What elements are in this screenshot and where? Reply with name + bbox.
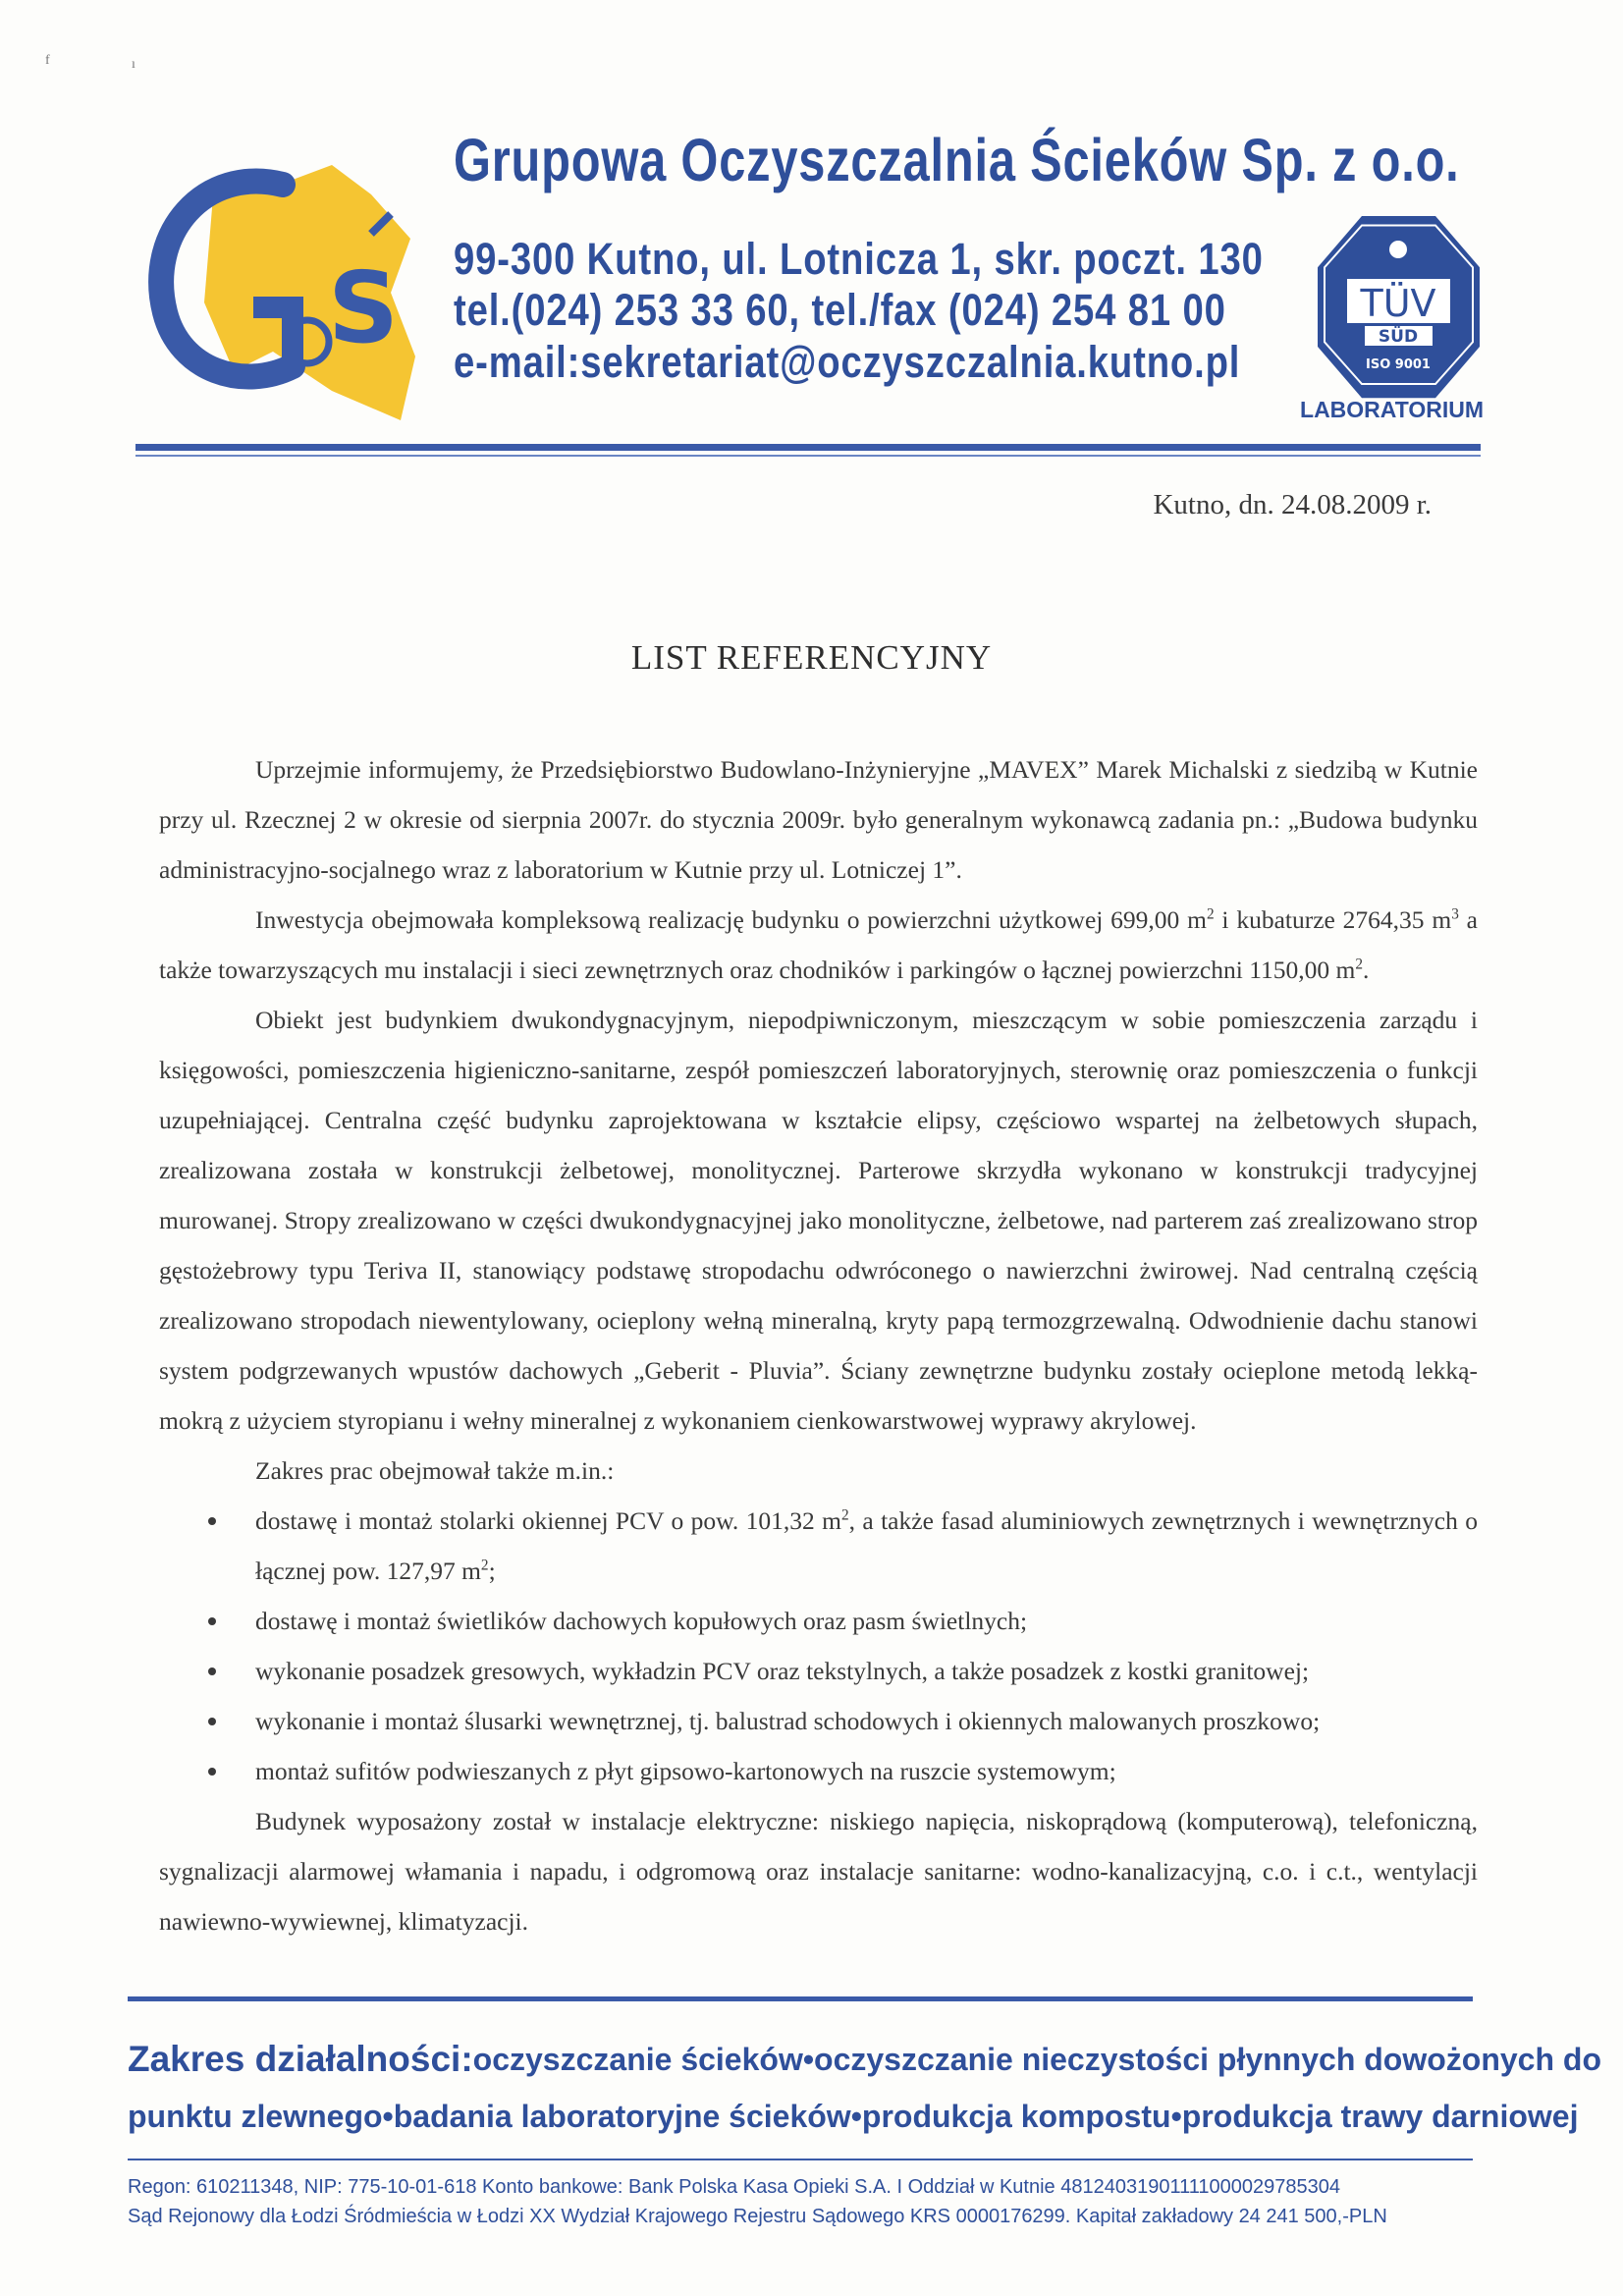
company-logo <box>145 145 430 430</box>
list-item: dostawę i montaż stolarki okiennej PCV o pow. 101,32 $m^2$, a także fasad aluminiowych zewnętrznych i wewnętrznych o łącznej pow. 127,97 $m^2$; <box>159 1496 1478 1596</box>
paragraph: Zakres prac obejmował także m.in.: <box>255 1456 615 1485</box>
scope-item: badania laboratoryjne ścieków <box>393 2099 851 2134</box>
letter-title: LIST REFERENCYJNY <box>630 638 993 677</box>
paragraph: Uprzejmie informujemy, że Przedsiębiorstwo Budowlano-Inżynieryjne „MAVEX” Marek Michalski z siedzibą w Kutnie przy ul. Rzecznej 2 w okresie od sierpnia 2007r. do stycznia 2009r. było generalnym wykonawcą zadania pn.: „Budowa budynku administracyjno-socjalnego wraz z laboratorium w Kutnie przy ul. Lotniczej 1”. <box>159 755 1478 884</box>
bullet-icon <box>208 1617 216 1625</box>
bullet-icon <box>208 1667 216 1675</box>
list-item: wykonanie posadzek gresowych, wykładzin PCV oraz tekstylnych, a także posadzek z kostki granitowej; <box>159 1646 1478 1696</box>
scope-item: oczyszczanie ścieków <box>472 2042 803 2077</box>
letter-date: Kutno, dn. 24.08.2009 r. <box>1153 489 1432 520</box>
bullet-icon <box>208 1517 216 1525</box>
paragraph: Inwestycja obejmowała kompleksową realizację budynku o powierzchni użytkowej 699,00 $m^2$ i kubaturze 2764,35 $m^3$ a także towarzyszących mu instalacji i sieci zewnętrznych oraz chodników i parkingów o łącznej powierzchni 1150,00 $m^2$. <box>159 905 1478 984</box>
bullet-icon: • <box>1170 2099 1182 2134</box>
letter-body <box>159 744 1478 1946</box>
header-divider-thin <box>135 455 1481 457</box>
company-name: Grupowa Oczyszczalnia Ścieków Sp. z o.o. <box>454 127 1460 193</box>
legal-line: Sąd Rejonowy dla Łodzi Śródmieścia w Łodzi XX Wydział Krajowego Rejestru Sądowego KRS 0000176299. Kapitał zakładowy 24 241 500,-PLN <box>128 2206 1387 2227</box>
footer-divider <box>128 1996 1473 2001</box>
svg-text:S: S <box>327 250 400 365</box>
bullet-icon: • <box>382 2099 394 2134</box>
company-phone: tel.(024) 253 33 60, tel./fax (024) 254 81 00 <box>454 285 1226 335</box>
legal-line: Regon: 610211348, NIP: 775-10-01-618 Konto bankowe: Bank Polska Kasa Opieki S.A. I Oddział w Kutnie 48124031901111000029785304 <box>128 2176 1340 2198</box>
scope-item: produkcja kompostu <box>861 2099 1171 2134</box>
paragraph: Obiekt jest budynkiem dwukondygnacyjnym, niepodpiwniczonym, mieszczącym w sobie pomieszczenia zarządu i księgowości, pomieszczenia higieniczno-sanitarne, zespół pomieszczeń laboratoryjnych, sterownię oraz pomieszczenia o funkcji uzupełniającej. Centralna część budynku zaprojektowana w kształcie elipsy, częściowo wspartej na żelbetowych słupach, zrealizowana została w konstrukcji żelbetowej, monolitycznej. Parterowe skrzydła wykonano w konstrukcji tradycyjnej murowanej. Stropy zrealizowano w części dwukondygnacyjnej jako monolityczne, żelbetowe, nad parterem zaś zrealizowano strop gęstożebrowy typu Teriva II, stanowiący podstawę stropodachu odwróconego o nawierzchni żwirowej. Nad centralną częścią zrealizowano stropodach niewentylowany, ocieplony wełną mineralną, kryty papą termozgrzewalną. Odwodnienie dachu stanowi system podgrzewanych wpustów dachowych „Geberit - Pluvia”. Ściany zewnętrzne budynku zostały ocieplone metodą lekką-mokrą z użyciem styropianu i wełny mineralnej z wykonaniem cienkowarstwowej wyprawy akrylowej. <box>159 1006 1478 1435</box>
paragraph: Budynek wyposażony został w instalacje elektryczne: niskiego napięcia, niskoprądową (komputerową), telefoniczną, sygnalizacji alarmowej włamania i napadu, i odgromową oraz instalacje sanitarne: wodno-kanalizacyjną, c.o. i c.t., wentylacji nawiewno-wywiewnej, klimatyzacji. <box>159 1807 1478 1936</box>
list-item: dostawę i montaż świetlików dachowych kopułowych oraz pasm świetlnych; <box>159 1596 1478 1646</box>
scope-item: produkcja trawy darniowej <box>1181 2099 1579 2134</box>
bullet-icon: • <box>802 2042 815 2077</box>
sud-text: SÜD <box>1378 327 1419 347</box>
list-item: montaż sufitów podwieszanych z płyt gipsowo-kartonowych na ruszcie systemowym; <box>159 1746 1478 1796</box>
header-divider <box>135 444 1481 451</box>
bullet-icon: • <box>850 2099 862 2134</box>
scope-item: punktu zlewnego <box>128 2099 383 2134</box>
tuv-text: TÜV <box>1360 282 1436 325</box>
bullet-icon <box>208 1718 216 1725</box>
scope-list <box>159 1496 1478 1796</box>
legal-info <box>128 2172 1478 2231</box>
activity-scope <box>128 2031 1601 2145</box>
bullet-icon <box>208 1768 216 1776</box>
laboratory-label: LABORATORIUM <box>1300 397 1484 422</box>
company-address: 99-300 Kutno, ul. Lotnicza 1, skr. poczt. 130 <box>454 234 1264 284</box>
tuv-sud-badge <box>1318 208 1480 400</box>
scan-mark: f <box>45 53 50 68</box>
scan-mark: ı <box>132 57 135 72</box>
list-item: wykonanie i montaż ślusarki wewnętrznej, tj. balustrad schodowych i okiennych malowanych proszkowo; <box>159 1696 1478 1746</box>
company-email: e-mail:sekretariat@oczyszczalnia.kutno.pl <box>454 337 1241 387</box>
legal-divider <box>128 2159 1473 2160</box>
iso-text: ISO 9001 <box>1366 357 1431 372</box>
scope-item: oczyszczanie nieczystości płynnych dowożonych do <box>814 2042 1601 2077</box>
scope-title: Zakres działalności: <box>128 2039 473 2079</box>
